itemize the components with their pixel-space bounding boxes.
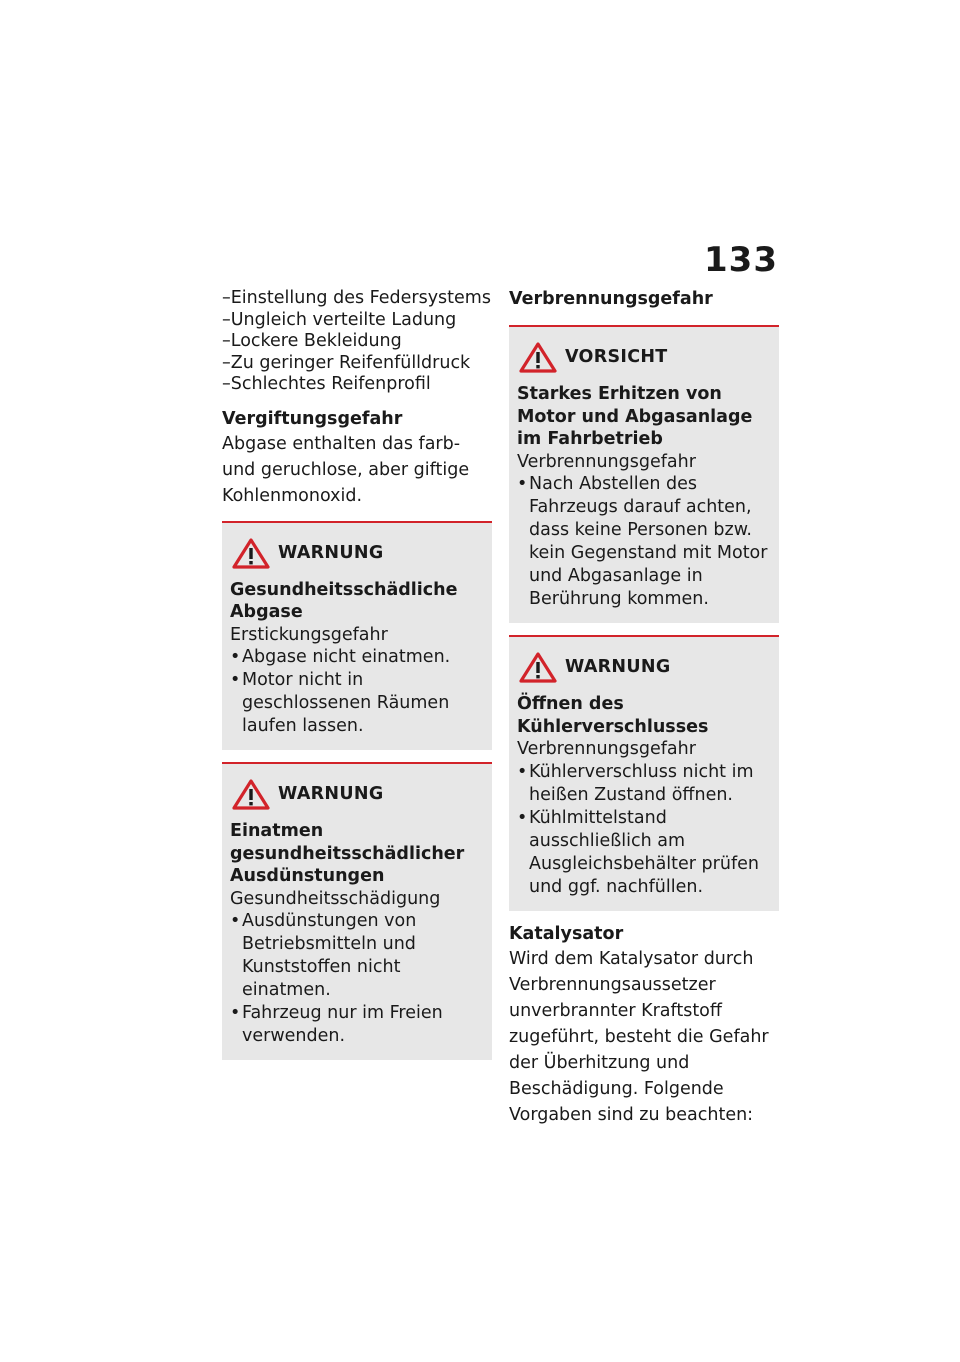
page-number: 133: [704, 240, 778, 280]
warning-bullets: [517, 761, 769, 899]
list-item: – Einstellung des Federsystems: [222, 288, 492, 310]
list-item: • Abgase nicht einatmen.: [230, 646, 482, 669]
section-heading-verbrennung: Verbrennungsgefahr: [509, 289, 713, 309]
left-column: [222, 288, 492, 1072]
list-item: – Ungleich verteilte Ladung: [222, 310, 492, 332]
warning-label: WARNUNG: [565, 657, 671, 677]
caution-subtitle: Verbrennungsgefahr: [517, 451, 696, 472]
warning-triangle-icon: [232, 778, 270, 810]
warning-triangle-icon: [519, 651, 557, 683]
warning-bullets: [230, 910, 482, 1048]
warning-title: Öffnen des Kühlerverschlusses: [517, 694, 709, 737]
caution-label: VORSICHT: [565, 347, 668, 367]
warning-subtitle: Verbrennungsgefahr: [517, 739, 696, 759]
section-heading-vergiftung: Vergiftungsgefahr: [222, 408, 403, 429]
warning-title: Gesundheitsschädliche Abgase: [230, 579, 458, 622]
warning-title: Einatmen gesundheitsschädlicher Ausdünstungen: [230, 821, 465, 886]
list-item: – Zu geringer Reifenfülldruck: [222, 353, 492, 375]
list-item: • Ausdünstungen von Betriebsmitteln und Kunststoffen nicht einatmen.: [230, 910, 482, 1002]
caution-box-erhitzen: [509, 325, 779, 623]
list-item: • Motor nicht in geschlossenen Räumen laufen lassen.: [230, 669, 482, 738]
caution-bullets: [517, 473, 769, 611]
list-item: • Nach Abstellen des Fahrzeugs darauf achten, dass keine Personen bzw. kein Gegenstand mit Motor und Abgasanlage in Berührung kommen.: [517, 473, 769, 611]
list-item: • Fahrzeug nur im Freien verwenden.: [230, 1002, 482, 1048]
warning-label: WARNUNG: [278, 542, 384, 563]
right-column: [509, 288, 779, 1140]
caution-title: Starkes Erhitzen von Motor und Abgasanlage im Fahrbetrieb: [517, 384, 753, 449]
warning-box-ausduenstungen: [222, 762, 492, 1060]
warning-box-abgase: [222, 521, 492, 751]
list-item: – Schlechtes Reifenprofil: [222, 374, 492, 396]
warning-header: [517, 651, 769, 683]
warning-subtitle: Gesundheitsschädigung: [230, 888, 441, 909]
warning-triangle-icon: [232, 537, 270, 569]
warning-label: WARNUNG: [278, 784, 384, 804]
paragraph-katalysator: Wird dem Katalysator durch Verbrennungsaussetzer unverbrannter Kraftstoff zugeführt, besteht die Gefahr der Überhitzung und Beschädigung. Folgende Vorgaben sind zu beachten:: [509, 948, 769, 1125]
list-item: • Kühlerverschluss nicht im heißen Zustand öffnen.: [517, 761, 769, 807]
warning-box-kuehlerverschluss: [509, 635, 779, 911]
warning-subtitle: Erstickungsgefahr: [230, 624, 388, 645]
caution-header: [517, 341, 769, 373]
warning-header: [230, 778, 482, 810]
warning-triangle-icon: [519, 341, 557, 373]
section-heading-katalysator: Katalysator: [509, 923, 624, 944]
list-item: – Lockere Bekleidung: [222, 331, 492, 353]
paragraph-vergiftung: Abgase enthalten das farb- und geruchlose, aber giftige Kohlenmonoxid.: [222, 433, 470, 506]
warning-bullets: [230, 646, 482, 738]
dash-list: [222, 288, 492, 396]
warning-header: [230, 537, 482, 569]
list-item: • Kühlmittelstand ausschließlich am Ausgleichsbehälter prüfen und ggf. nachfüllen.: [517, 807, 769, 899]
